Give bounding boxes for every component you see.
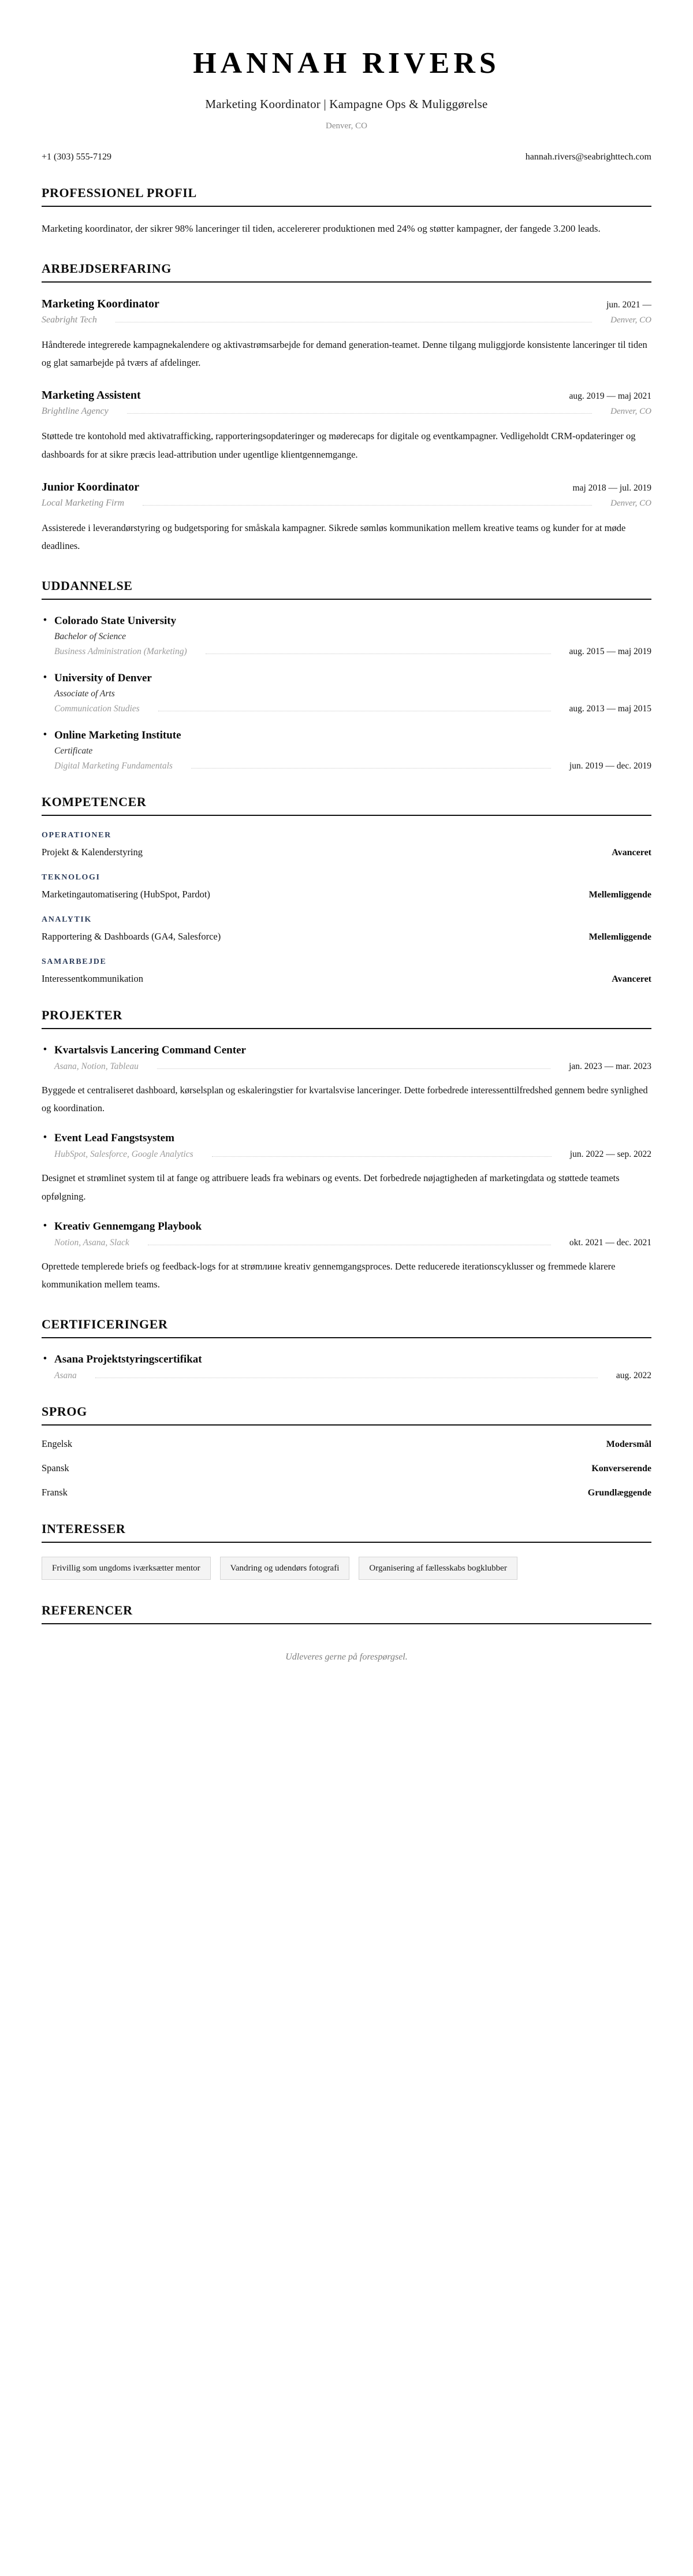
experience-dates: aug. 2019 — maj 2021 xyxy=(569,391,651,402)
experience-description: Assisterede i leverandørstyring og budgetsporing for småskala kampagner. Sikrede sømløs kommunikation mellem kreative teams og kunder for at møde deadlines. xyxy=(42,522,626,552)
skill-level: Avanceret xyxy=(612,847,651,858)
section-certifications xyxy=(42,1317,651,1381)
skill-group xyxy=(42,831,651,858)
education-dates: aug. 2013 — maj 2015 xyxy=(569,703,651,714)
skill-category: TEKNOLOGI xyxy=(42,873,100,882)
dotted-leader xyxy=(143,504,592,506)
education-field: Communication Studies xyxy=(54,703,140,714)
project-description: Designet et strømlinet system til at fange og attribuere leads fra webinars og events. Det forbedrede nøjagtigheden af marketingdata og støttede teamets opfølgning. xyxy=(42,1172,620,1202)
language-level: Modersmål xyxy=(606,1439,651,1449)
education-school: • Colorado State University xyxy=(42,615,651,628)
section-projects xyxy=(42,1008,651,1294)
dotted-leader xyxy=(148,1244,551,1245)
experience-dates: maj 2018 — jul. 2019 xyxy=(572,482,651,493)
project-tools: HubSpot, Salesforce, Google Analytics xyxy=(54,1149,193,1160)
project-tools: Notion, Asana, Slack xyxy=(54,1238,129,1248)
language-row xyxy=(42,1463,651,1474)
resume-header xyxy=(42,47,651,162)
experience-meta-row xyxy=(42,406,651,417)
project-item xyxy=(42,1044,651,1118)
education-dates: jun. 2019 — dec. 2019 xyxy=(569,760,651,771)
dotted-leader xyxy=(206,653,551,654)
language-level: Grundlæggende xyxy=(587,1487,651,1498)
dotted-leader xyxy=(212,1156,552,1157)
experience-meta-row xyxy=(42,498,651,508)
education-item xyxy=(42,672,651,714)
dotted-leader xyxy=(95,1377,598,1378)
section-heading-projects: PROJEKTER xyxy=(42,1008,651,1029)
language-level: Konverserende xyxy=(591,1463,651,1473)
experience-item xyxy=(42,389,651,463)
dotted-leader xyxy=(191,767,551,769)
experience-description: Håndterede integrerede kampagnekalendere og aktivastrømsarbejde for demand generation-teamet. Denne tilgang muliggjorde konsistente lanceringer til tiden og glat samarbejde på tværs af afdelinger. xyxy=(42,339,647,368)
language-row xyxy=(42,1487,651,1498)
section-skills xyxy=(42,795,651,985)
education-school: • Online Marketing Institute xyxy=(42,729,651,742)
skill-row xyxy=(42,889,651,900)
experience-company: Seabright Tech xyxy=(42,314,97,325)
candidate-location: Denver, CO xyxy=(326,121,367,131)
education-field: Business Administration (Marketing) xyxy=(54,646,187,656)
skill-category: SAMARBEJDE xyxy=(42,957,107,966)
experience-location: Denver, CO xyxy=(610,498,651,508)
candidate-name: HANNAH RIVERS xyxy=(193,47,500,80)
language-name: Fransk xyxy=(42,1486,68,1498)
section-education xyxy=(42,578,651,771)
education-field: Digital Marketing Fundamentals xyxy=(54,760,173,771)
section-heading-profile: PROFESSIONEL PROFIL xyxy=(42,185,651,207)
experience-company: Brightline Agency xyxy=(42,406,109,417)
skill-group xyxy=(42,915,651,942)
experience-company: Local Marketing Firm xyxy=(42,498,125,508)
project-meta-row xyxy=(54,1149,651,1160)
certification-meta-row xyxy=(54,1371,651,1381)
skill-level: Mellemliggende xyxy=(588,889,651,900)
skill-group xyxy=(42,957,651,985)
project-dates: jan. 2023 — mar. 2023 xyxy=(569,1061,651,1071)
section-interests xyxy=(42,1521,651,1580)
experience-title-row xyxy=(42,298,651,311)
interest-chip: Frivillig som ungdoms iværksætter mentor xyxy=(42,1557,211,1580)
education-item xyxy=(42,615,651,657)
project-item xyxy=(42,1132,651,1205)
skill-level: Avanceret xyxy=(612,974,651,984)
education-meta-row xyxy=(54,704,651,714)
section-heading-languages: SPROG xyxy=(42,1404,651,1426)
dotted-leader xyxy=(157,1068,550,1069)
experience-job-title: Junior Koordinator xyxy=(42,480,140,493)
project-name: • Kvartalsvis Lancering Command Center xyxy=(42,1044,651,1057)
project-dates: jun. 2022 — sep. 2022 xyxy=(569,1149,651,1160)
language-name: Engelsk xyxy=(42,1438,73,1449)
experience-dates: jun. 2021 — xyxy=(606,299,651,310)
education-degree: Certificate xyxy=(54,745,93,756)
skill-level: Mellemliggende xyxy=(588,931,651,942)
candidate-headline: Marketing Koordinator | Kampagne Ops & Muliggørelse xyxy=(205,97,488,112)
project-item xyxy=(42,1220,651,1294)
section-heading-education: UDDANNELSE xyxy=(42,578,651,600)
certification-name: • Asana Projektstyringscertifikat xyxy=(42,1353,651,1366)
skill-group xyxy=(42,873,651,900)
skill-name: Marketingautomatisering (HubSpot, Pardot) xyxy=(42,888,210,900)
skill-row xyxy=(42,973,651,985)
education-degree: Bachelor of Science xyxy=(54,631,126,641)
section-profile xyxy=(42,185,651,237)
skill-category: ANALYTIK xyxy=(42,915,92,924)
dotted-leader xyxy=(158,710,551,711)
experience-location: Denver, CO xyxy=(610,407,651,417)
skill-name: Projekt & Kalenderstyring xyxy=(42,846,143,858)
certification-issuer: Asana xyxy=(54,1370,77,1380)
interest-chip: Vandring og udendørs fotografi xyxy=(220,1557,350,1580)
education-school: • University of Denver xyxy=(42,672,651,685)
section-heading-certifications: CERTIFICERINGER xyxy=(42,1317,651,1338)
dotted-leader xyxy=(116,321,592,322)
skill-name: Interessentkommunikation xyxy=(42,973,143,984)
section-heading-skills: KOMPETENCER xyxy=(42,795,651,816)
section-languages xyxy=(42,1404,651,1498)
experience-location: Denver, CO xyxy=(610,315,651,325)
section-references xyxy=(42,1603,651,1662)
certification-date: aug. 2022 xyxy=(616,1370,651,1380)
project-description: Oprettede templerede briefs og feedback-logs for at strømлине kreativ gennemgangsproces. Dette reducerede iterationscyklusser og fremmede klarere kommunikation mellem teams. xyxy=(42,1261,616,1290)
project-meta-row xyxy=(54,1238,651,1248)
skill-category: OPERATIONER xyxy=(42,830,111,840)
project-dates: okt. 2021 — dec. 2021 xyxy=(569,1238,651,1248)
education-meta-row xyxy=(54,647,651,657)
education-degree: Associate of Arts xyxy=(54,688,115,699)
project-tools: Asana, Notion, Tableau xyxy=(54,1061,139,1071)
experience-job-title: Marketing Assistent xyxy=(42,389,141,402)
language-row xyxy=(42,1438,651,1450)
section-heading-experience: ARBEJDSERFARING xyxy=(42,261,651,283)
experience-meta-row xyxy=(42,315,651,325)
contact-email[interactable]: hannah.rivers@seabrighttech.com xyxy=(525,152,651,162)
skill-row xyxy=(42,931,651,942)
project-name: • Kreativ Gennemgang Playbook xyxy=(42,1220,651,1233)
experience-item xyxy=(42,481,651,555)
dotted-leader xyxy=(127,413,593,414)
skill-name: Rapportering & Dashboards (GA4, Salesforce) xyxy=(42,930,221,942)
education-item xyxy=(42,729,651,771)
interest-chip: Organisering af fællesskabs bogklubber xyxy=(359,1557,517,1580)
section-heading-interests: INTERESSER xyxy=(42,1521,651,1543)
contact-bar xyxy=(42,152,651,162)
experience-description: Støttede tre kontohold med aktivatrafficking, rapporteringsopdateringer og møderecaps for digitale og eventkampagner. Vedligeholdt CRM-opdateringer og dashboards for at sikre præcis lead-attribution under ugentlige klientgennemgange. xyxy=(42,430,636,460)
experience-item xyxy=(42,298,651,372)
contact-phone[interactable]: +1 (303) 555-7129 xyxy=(42,152,112,162)
interest-chip-list xyxy=(42,1557,596,1580)
section-heading-references: REFERENCER xyxy=(42,1603,651,1624)
references-note: Udleveres gerne på forespørgsel. xyxy=(285,1652,408,1662)
project-description: Byggede et centraliseret dashboard, kørselsplan og eskaleringstier for kvartalsvise lanceringer. Dette forbedrede interessenttilfredshed gennem bedre synlighed og koordination. xyxy=(42,1084,648,1113)
education-meta-row xyxy=(54,761,651,771)
experience-job-title: Marketing Koordinator xyxy=(42,297,159,310)
project-meta-row xyxy=(54,1061,651,1072)
certification-item xyxy=(42,1353,651,1381)
skill-row xyxy=(42,847,651,858)
language-name: Spansk xyxy=(42,1462,69,1473)
project-name: • Event Lead Fangstsystem xyxy=(42,1132,651,1145)
profile-summary: Marketing koordinator, der sikrer 98% lanceringer til tiden, accelererer produktionen med 24% og støtter kampagner, der fangede 3.200 leads. xyxy=(42,223,601,235)
experience-title-row xyxy=(42,389,651,402)
education-dates: aug. 2015 — maj 2019 xyxy=(569,646,651,656)
experience-title-row xyxy=(42,481,651,494)
section-experience xyxy=(42,261,651,555)
